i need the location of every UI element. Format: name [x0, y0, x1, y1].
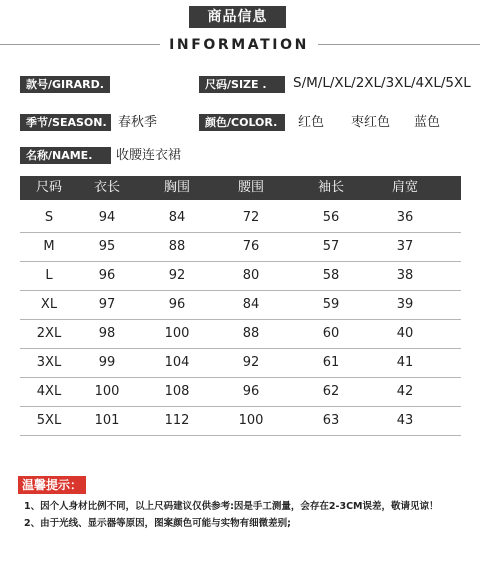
cell-sleeve: 62 [322, 384, 340, 399]
header-length: 衣长 [93, 180, 120, 195]
section-subtitle: INFORMATION [169, 37, 309, 53]
cell-waist: 84 [242, 297, 260, 312]
cell-waist: 88 [242, 326, 260, 341]
cell-waist: 92 [242, 355, 260, 370]
page-title: 商品信息 [189, 6, 286, 28]
header-sleeve: 袖长 [317, 180, 344, 195]
size-label: 尺码/SIZE . [199, 76, 285, 93]
cell-bust: 112 [164, 413, 190, 428]
cell-length: 95 [98, 239, 116, 254]
cell-waist: 80 [242, 268, 260, 283]
cell-size: S [44, 210, 54, 225]
table-row [20, 291, 461, 320]
color-value-3: 蓝色 [414, 115, 441, 130]
cell-size: 5XL [36, 413, 62, 428]
season-label: 季节/SEASON. [20, 114, 111, 131]
color-value-2: 枣红色 [351, 115, 391, 130]
cell-bust: 104 [164, 355, 190, 370]
cell-length: 96 [98, 268, 116, 283]
table-row [20, 407, 461, 436]
cell-shoulder: 37 [396, 239, 414, 254]
table-row [20, 320, 461, 349]
cell-size: XL [40, 297, 58, 312]
header-size: 尺码 [35, 180, 62, 195]
cell-waist: 100 [238, 413, 264, 428]
cell-sleeve: 63 [322, 413, 340, 428]
cell-bust: 88 [168, 239, 186, 254]
table-row [20, 378, 461, 407]
cell-sleeve: 59 [322, 297, 340, 312]
cell-bust: 92 [168, 268, 186, 283]
cell-length: 101 [94, 413, 120, 428]
table-row [20, 262, 461, 291]
cell-waist: 96 [242, 384, 260, 399]
cell-size: 3XL [36, 355, 62, 370]
header-shoulder: 肩宽 [391, 180, 418, 195]
cell-size: 2XL [36, 326, 62, 341]
tip-line-2: 2、由于光线、显示器等原因，图案颜色可能与实物有细微差别; [24, 518, 291, 529]
name-value: 收腰连衣裙 [116, 148, 182, 163]
cell-shoulder: 40 [396, 326, 414, 341]
cell-sleeve: 56 [322, 210, 340, 225]
cell-length: 100 [94, 384, 120, 399]
color-value-1: 红色 [298, 115, 325, 130]
size-table-header [20, 176, 461, 200]
cell-bust: 96 [168, 297, 186, 312]
cell-sleeve: 61 [322, 355, 340, 370]
tip-line-1: 1、因个人身材比例不同，以上尺码建议仅供参考:因是手工测量，会存在2-3CM误差，敬请见谅！ [24, 501, 439, 512]
cell-shoulder: 38 [396, 268, 414, 283]
cell-shoulder: 42 [396, 384, 414, 399]
table-row [20, 233, 461, 262]
cell-shoulder: 43 [396, 413, 414, 428]
cell-length: 94 [98, 210, 116, 225]
cell-waist: 72 [242, 210, 260, 225]
cell-shoulder: 36 [396, 210, 414, 225]
table-row [20, 204, 461, 233]
cell-size: M [43, 239, 55, 254]
cell-sleeve: 57 [322, 239, 340, 254]
table-row [20, 349, 461, 378]
cell-size: L [45, 268, 53, 283]
cell-sleeve: 60 [322, 326, 340, 341]
divider-right [318, 44, 480, 45]
cell-length: 98 [98, 326, 116, 341]
cell-size: 4XL [36, 384, 62, 399]
cell-length: 97 [98, 297, 116, 312]
divider-left [0, 44, 160, 45]
season-value: 春秋季 [118, 115, 158, 130]
name-label: 名称/NAME. [20, 147, 111, 164]
cell-shoulder: 39 [396, 297, 414, 312]
color-label: 颜色/COLOR. [199, 114, 285, 131]
tips-heading: 温馨提示： [18, 476, 86, 494]
size-value: S/M/L/XL/2XL/3XL/4XL/5XL [293, 75, 471, 91]
header-waist: 腰围 [237, 180, 264, 195]
style-label: 款号/GIRARD. [20, 76, 110, 93]
cell-sleeve: 58 [322, 268, 340, 283]
cell-length: 99 [98, 355, 116, 370]
cell-bust: 108 [164, 384, 190, 399]
header-bust: 胸围 [163, 180, 190, 195]
cell-bust: 84 [168, 210, 186, 225]
cell-shoulder: 41 [396, 355, 414, 370]
cell-waist: 76 [242, 239, 260, 254]
cell-bust: 100 [164, 326, 190, 341]
